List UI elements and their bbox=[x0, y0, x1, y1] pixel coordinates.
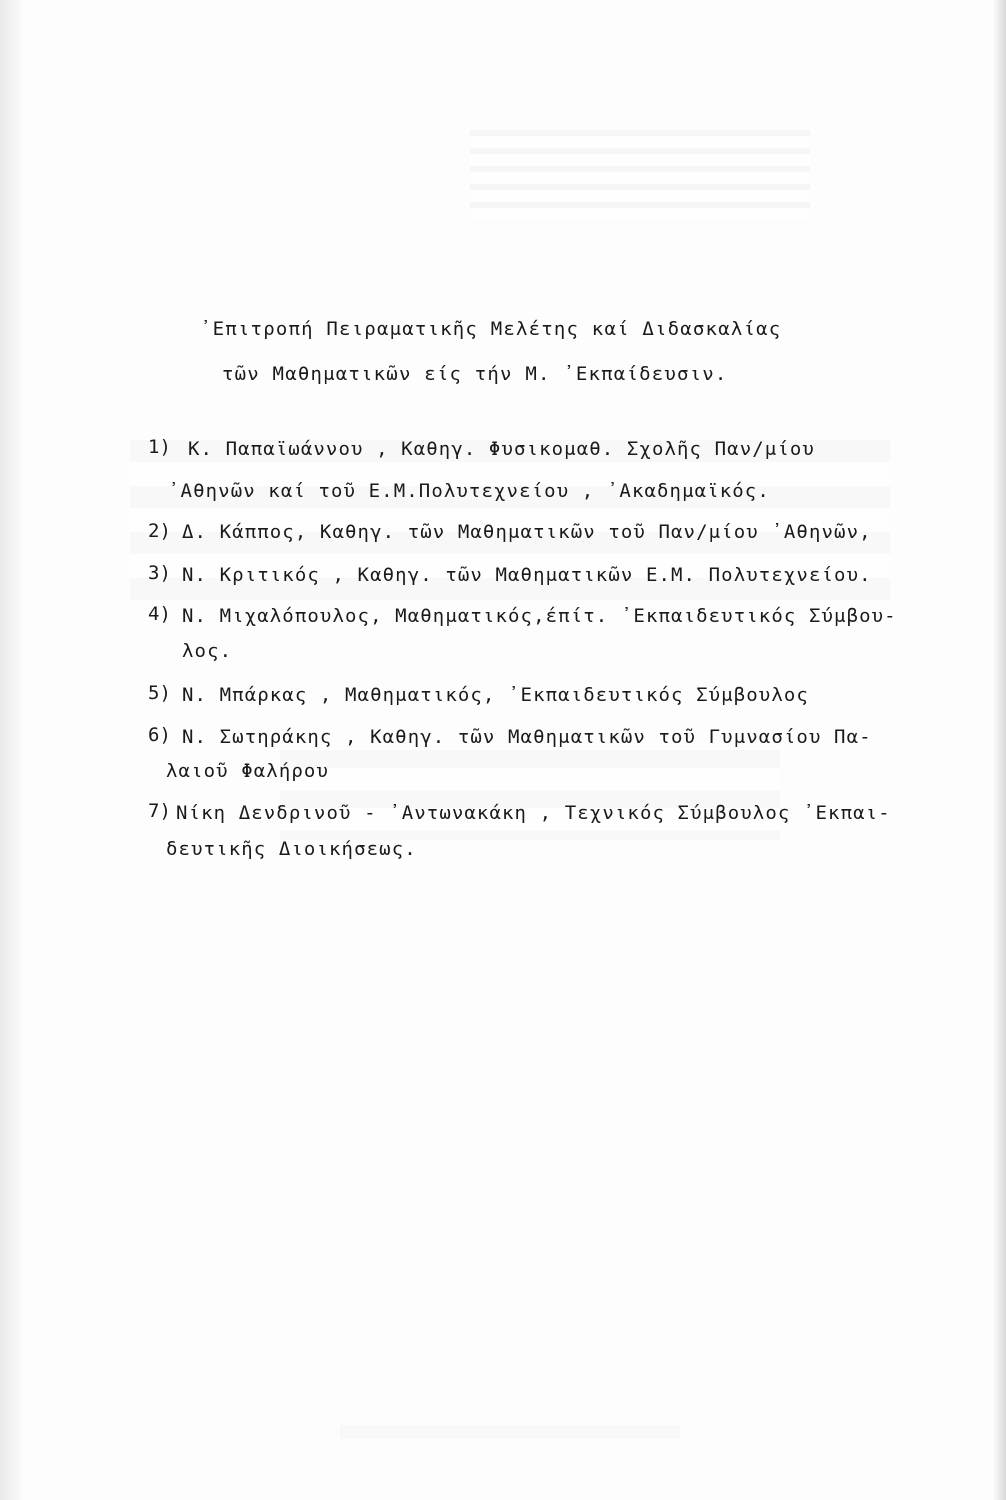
member-1-number: 1) bbox=[148, 436, 171, 458]
member-7-line-2: δευτικῆς Διοικήσεως. bbox=[166, 838, 417, 860]
member-7-line-1: Νίκη Δενδρινοῦ - ᾿Αντωνακάκη , Τεχνικός Σύμβουλος ᾿Εκπαι- bbox=[176, 802, 891, 824]
heading-line-1: ᾿Επιτροπή Πειραματικῆς Μελέτης καί Διδασκαλίας bbox=[200, 318, 782, 340]
member-5-line-1: Ν. Μπάρκας , Μαθηματικός, ᾿Εκπαιδευτικός Σύμβουλος bbox=[182, 684, 809, 706]
show-through-block bbox=[470, 130, 810, 220]
member-1-line-1: Κ. Παπαϊωάννου , Καθηγ. Φυσικομαθ. Σχολῆς Παν/μίου bbox=[188, 438, 815, 460]
member-4-line-2: λος. bbox=[182, 640, 233, 662]
show-through-footer bbox=[340, 1425, 680, 1439]
member-3-line-1: Ν. Κριτικός , Καθηγ. τῶν Μαθηματικῶν Ε.Μ. Πολυτεχνείου. bbox=[182, 564, 872, 586]
show-through-subtitle bbox=[280, 750, 780, 840]
member-7-number: 7) bbox=[148, 800, 171, 822]
member-4-line-1: Ν. Μιχαλόπουλος, Μαθηματικός,έπίτ. ᾿Εκπαιδευτικός Σύμβου- bbox=[182, 605, 897, 627]
member-6-line-2: λαιοῦ Φαλήρου bbox=[166, 760, 330, 782]
heading-line-2: τῶν Μαθηματικῶν είς τήν Μ. ᾿Εκπαίδευσιν. bbox=[222, 363, 728, 385]
member-3-number: 3) bbox=[148, 562, 171, 584]
member-2-line-1: Δ. Κάππος, Καθηγ. τῶν Μαθηματικῶν τοῦ Παν/μίου ᾿Αθηνῶν, bbox=[182, 521, 872, 543]
member-6-line-1: Ν. Σωτηράκης , Καθηγ. τῶν Μαθηματικῶν τοῦ Γυμνασίου Πα- bbox=[182, 726, 872, 748]
member-2-number: 2) bbox=[148, 520, 171, 542]
scan-edge-right bbox=[992, 0, 1006, 1500]
member-5-number: 5) bbox=[148, 682, 171, 704]
member-4-number: 4) bbox=[148, 603, 171, 625]
scan-edge-left bbox=[0, 0, 22, 1500]
member-6-number: 6) bbox=[148, 724, 171, 746]
member-1-line-2: ᾿Αθηνῶν καί τοῦ Ε.Μ.Πολυτεχνείου , ᾿Ακαδημαϊκός. bbox=[168, 480, 770, 502]
